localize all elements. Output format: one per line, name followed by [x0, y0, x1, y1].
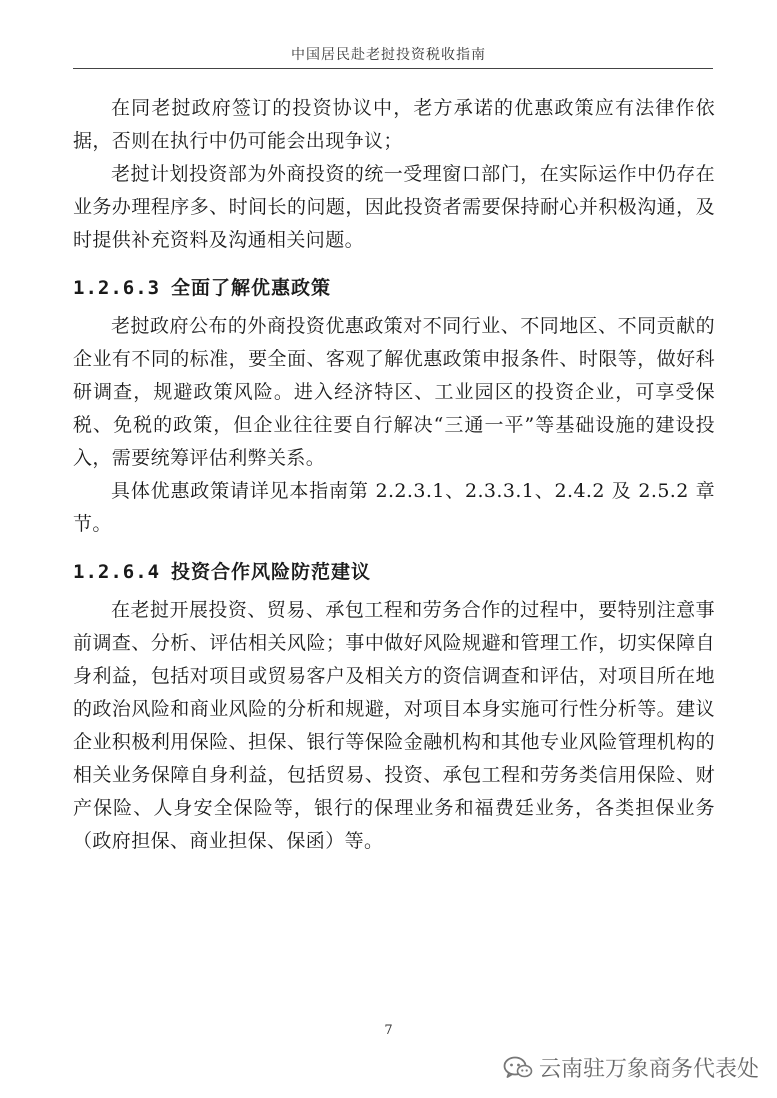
- section-title: 投资合作风险防范建议: [171, 561, 372, 583]
- page-number: 7: [384, 1023, 393, 1038]
- watermark: [503, 1052, 759, 1083]
- running-header: 中国居民赴老挝投资税收指南: [291, 47, 486, 63]
- paragraph-4: 具体优惠政策请详见本指南第 2.2.3.1、2.3.3.1、2.4.2 及 2.5.2 章节。: [73, 480, 715, 535]
- watermark-text: 云南驻万象商务代表处: [538, 1057, 759, 1082]
- section-number: 1.2.6.4: [73, 561, 161, 583]
- section-heading-1-2-6-4: [73, 556, 715, 589]
- paragraph-2: 老挝计划投资部为外商投资的统一受理窗口部门，在实际运作中仍存在业务办理程序多、时间长的问题，因此投资者需要保持耐心并积极沟通，及时提供补充资料及沟通相关问题。: [73, 163, 715, 251]
- paragraph-3: 老挝政府公布的外商投资优惠政策对不同行业、不同地区、不同贡献的企业有不同的标准，要全面、客观了解优惠政策申报条件、时限等，做好科研调查，规避政策风险。进入经济特区、工业园区的投资企业，可享受保税、免税的政策，但企业往往要自行解决“三通一平”等基础设施的建设投入，需要统筹评估利弊关系。: [73, 315, 715, 469]
- section-heading-1-2-6-3: [73, 272, 715, 305]
- page-content: [73, 92, 715, 858]
- wechat-icon: [503, 1055, 533, 1081]
- header-rule: [73, 68, 713, 69]
- paragraph-5: 在老挝开展投资、贸易、承包工程和劳务合作的过程中，要特别注意事前调查、分析、评估相关风险；事中做好风险规避和管理工作，切实保障自身利益，包括对项目或贸易客户及相关方的资信调查和评估，对项目所在地的政治风险和商业风险的分析和规避，对项目本身实施可行性分析等。建议企业积极利用保险、担保、银行等保险金融机构和其他专业风险管理机构的相关业务保障自身利益，包括贸易、投资、承包工程和劳务类信用保险、财产保险、人身安全保险等，银行的保理业务和福费廷业务，各类担保业务（政府担保、商业担保、保函）等。: [73, 599, 715, 852]
- section-number: 1.2.6.3: [73, 277, 161, 299]
- section-title: 全面了解优惠政策: [171, 277, 332, 299]
- paragraph-1: 在同老挝政府签订的投资协议中，老方承诺的优惠政策应有法律作依据，否则在执行中仍可能会出现争议；: [73, 97, 715, 152]
